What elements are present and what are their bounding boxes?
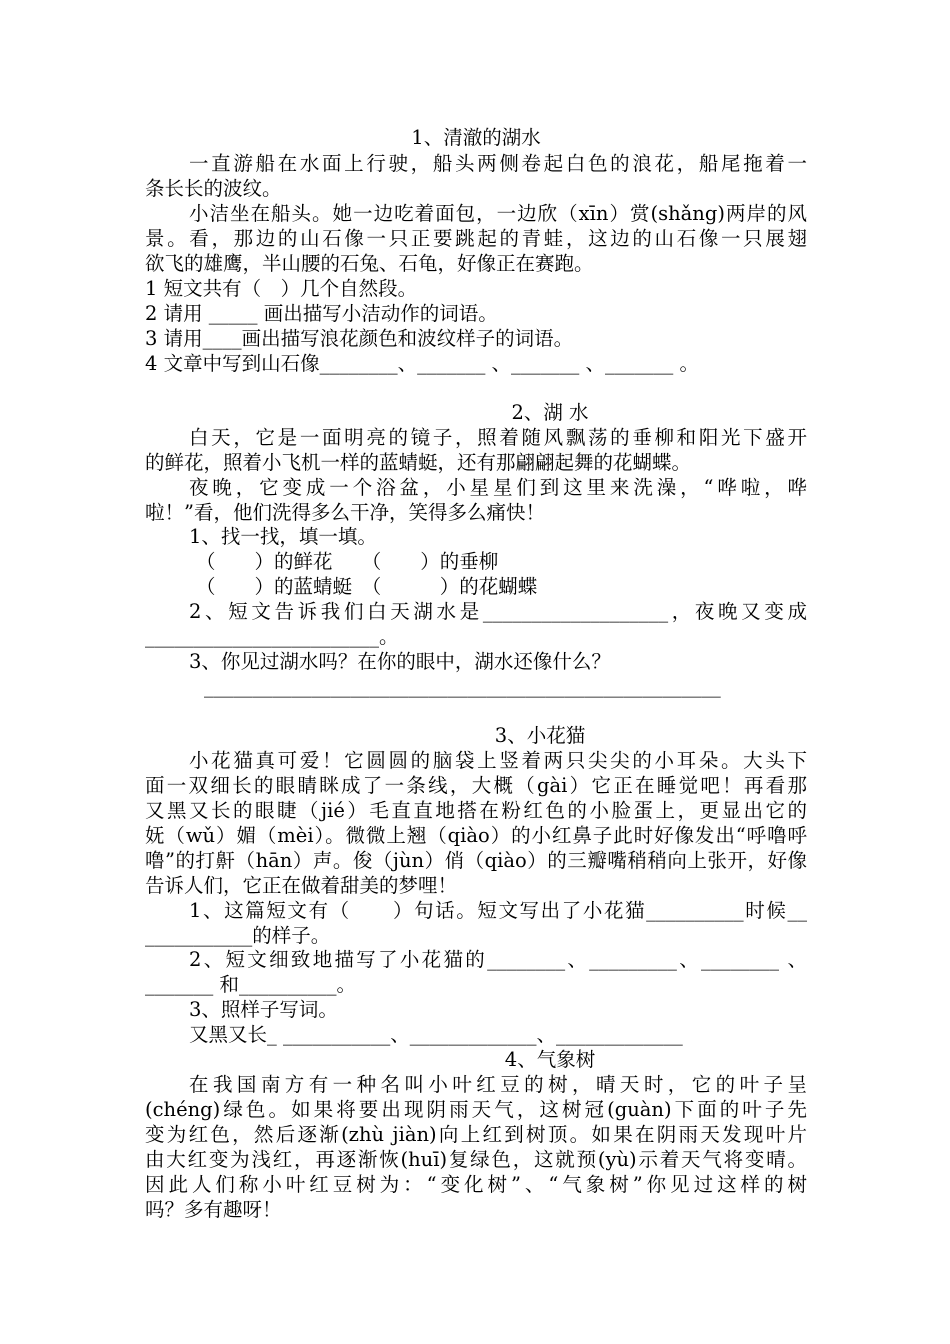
s3-example-line: 又黑又长_ ___________、_____________、_____________ bbox=[189, 1023, 683, 1046]
s2-question-3: 3、你见过湖水吗？在你的眼中，湖水还像什么？ bbox=[189, 650, 611, 673]
s2-question-2-line2: ________________________。 bbox=[145, 625, 399, 648]
s1-p2-line3: 欲飞的雄鹰，半山腰的石兔、石龟，好像正在赛跑。 bbox=[145, 252, 594, 275]
section-4-title: 4、气象树 bbox=[504, 1048, 596, 1071]
s3-p1-line5: 噜”的打鼾（hān）声。俊（jùn）俏（qiào）的三瓣嘴稍稍向上张开，好像 bbox=[145, 849, 807, 872]
s3-question-2-line1: 2、短文细致地描写了小花猫的________、_________、________ 、 bbox=[189, 948, 807, 971]
s1-p1-line2: 条长长的波纹。 bbox=[145, 177, 282, 200]
s2-answer-line: _____________________________________________________ bbox=[204, 675, 721, 698]
s2-fill-row-1: （ ）的鲜花 （ ）的垂柳 bbox=[196, 550, 499, 573]
s3-p1-line2: 面一双细长的眼睛眯成了一条线，大概（gài）它正在睡觉吧！再看那 bbox=[145, 774, 807, 797]
s4-p1-line4: 由大红变为浅红，再逐渐恢(huī)复绿色，这就预(yù)示着天气将变晴。 bbox=[145, 1148, 807, 1171]
s1-question-1: 1 短文共有（ ）几个自然段。 bbox=[145, 277, 418, 300]
s4-p1-line6: 吗？多有趣呀！ bbox=[145, 1198, 282, 1221]
s3-question-1-line1: 1、这篇短文有（ ）句话。短文写出了小花猫__________时候__ bbox=[189, 899, 807, 922]
s1-p2-line2: 景。看，那边的山石像一只正要跳起的青蛙，这边的山石像一只展翅 bbox=[145, 227, 807, 250]
s1-question-2: 2 请用 _____ 画出描写小洁动作的词语。 bbox=[145, 302, 498, 325]
s2-fill-row-2: （ ）的蓝蜻蜓 （ ）的花蝴蝶 bbox=[196, 575, 538, 598]
s3-question-1-line2: ___________的样子。 bbox=[145, 924, 331, 947]
s1-p2-line1: 小洁坐在船头。她一边吃着面包，一边欣（xīn）赏(shǎng)两岸的风 bbox=[189, 202, 807, 225]
s3-p1-line1: 小花猫真可爱！它圆圆的脑袋上竖着两只尖尖的小耳朵。大头下 bbox=[189, 749, 807, 772]
s1-question-3: 3 请用____画出描写浪花颜色和波纹样子的词语。 bbox=[145, 327, 574, 350]
s2-p1-line2: 的鲜花，照着小飞机一样的蓝蜻蜓，还有那翩翩起舞的花蝴蝶。 bbox=[145, 451, 692, 474]
s3-question-3: 3、照样子写词。 bbox=[189, 998, 338, 1021]
section-3-title: 3、小花猫 bbox=[494, 724, 586, 747]
section-1-title: 1、清澈的湖水 bbox=[411, 126, 541, 149]
s4-p1-line1: 在我国南方有一种名叫小叶红豆的树，晴天时，它的叶子呈 bbox=[189, 1073, 807, 1096]
s2-p2-line2: 啦！”看，他们洗得多么干净，笑得多么痛快！ bbox=[145, 501, 545, 524]
s3-question-2-line2: _______ 和__________。 bbox=[145, 973, 356, 996]
s4-p1-line3: 变为红色，然后逐渐(zhù jiàn)向上红到树顶。如果在阴雨天发现叶片 bbox=[145, 1123, 807, 1146]
s3-p1-line4: 妩（wǔ）媚（mèi）。微微上翘（qiào）的小红鼻子此时好像发出“呼噜呼 bbox=[145, 824, 807, 847]
s4-p1-line2: (chéng)绿色。如果将要出现阴雨天气，这树冠(guàn)下面的叶子先 bbox=[145, 1098, 807, 1121]
s2-question-2-line1: 2、短文告诉我们白天湖水是___________________，夜晚又变成 bbox=[189, 600, 807, 623]
s4-p1-line5: 因此人们称小叶红豆树为：“变化树”、“气象树”你见过这样的树 bbox=[145, 1173, 807, 1196]
s2-question-1: 1、找一找，填一填。 bbox=[189, 525, 377, 548]
s1-p1-line1: 一直游船在水面上行驶，船头两侧卷起白色的浪花，船尾拖着一 bbox=[189, 152, 807, 175]
s3-p1-line3: 又黑又长的眼睫（jié）毛直直地搭在粉红色的小脸蛋上，更显出它的 bbox=[145, 799, 807, 822]
s2-p1-line1: 白天，它是一面明亮的镜子，照着随风飘荡的垂柳和阳光下盛开 bbox=[189, 426, 807, 449]
s1-question-4: 4 文章中写到山石像________、_______ 、_______ 、_______ 。 bbox=[145, 352, 699, 375]
s2-p2-line1: 夜晚，它变成一个浴盆，小星星们到这里来洗澡，“哗啦，哗 bbox=[189, 476, 807, 499]
section-2-title: 2、湖 水 bbox=[511, 401, 589, 424]
s3-p1-line6: 告诉人们，它正在做着甜美的梦哩！ bbox=[145, 874, 458, 897]
